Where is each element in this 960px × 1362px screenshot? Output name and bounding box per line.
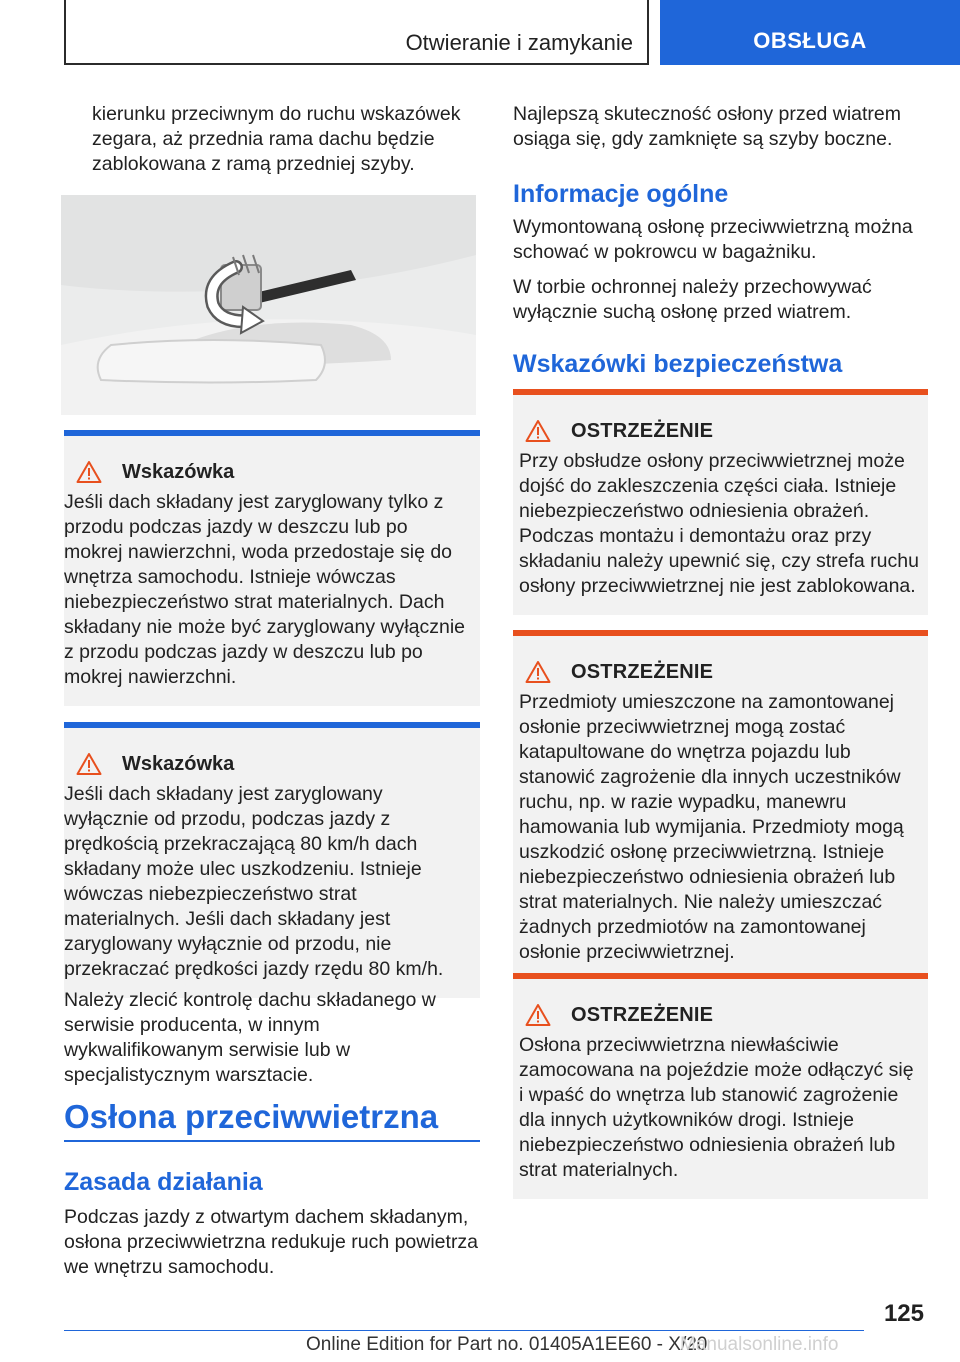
heading-principle: Zasada działania [64, 1168, 263, 1196]
intro-paragraph: kierunku przeciwnym do ruchu wskazówek zegara, aż przednia rama dachu będzie zablokowana z ramą przedniej szyby. [92, 103, 461, 175]
note-text: Jeśli dach składany jest zaryglowany tylko z przodu podczas jazdy w deszczu lub po mokrej nawierzchni, woda przedostaje się do wnętrza samochodu. Istnieje wówczas niebezpieczeństwo strat materialnych. Dach składany nie może być zaryglowany wyłącznie z przodu podczas jazdy w deszczu lub po mokrej nawierzchni. [64, 491, 466, 688]
warning-box-objects [513, 630, 928, 981]
warning-triangle-icon [525, 660, 551, 684]
warning-box-trap [513, 389, 928, 615]
info-paragraph-1: Wymontowaną osłonę przeciwwietrzną można schować w pokrowcu w bagażniku. [513, 216, 913, 263]
right-intro-paragraph: Najlepszą skuteczność osłony przed wiatrem osiąga się, gdy zamknięte są szyby boczne. [513, 103, 902, 150]
note-title: Wskazówka [122, 752, 235, 775]
roof-latch-illustration [61, 195, 476, 415]
warning-title: OSTRZEŻENIE [571, 1003, 714, 1026]
header-section-label: OBSŁUGA [753, 28, 867, 53]
footer-watermark: Manualsonline.info [680, 1334, 839, 1355]
note-title: Wskazówka [122, 460, 235, 483]
warning-text: Przedmioty umieszczone na zamontowanej osłonie przeciwwietrznej mogą zostać katapultowane do wnętrza pojazdu lub stanowić zagrożenie dla innych uczestników ruchu, np. w razie wypadku, manewru hamowania lub wymijania. Przedmioty mogą uszkodzić osłonę przeciwwietrzną. Istnieje niebezpieczeństwo odniesienia obrażeń lub strat materialnych. Nie należy umieszczać żadnych przedmiotów na zamontowanej osłonie przeciwwietrznej. [519, 691, 904, 963]
heading-safety: Wskazówki bezpieczeństwa [513, 350, 843, 378]
footer-edition: Online Edition for Part no. 01405A1EE60 - X/20 [306, 1334, 708, 1355]
heading-general-info: Informacje ogólne [513, 180, 729, 208]
page-number: 125 [883, 1300, 924, 1327]
header-title: Otwieranie i zamykanie [405, 30, 633, 55]
heading-windscreen: Osłona przeciwwietrzna [64, 1098, 439, 1135]
principle-paragraph: Podczas jazdy z otwartym dachem składanym, osłona przeciwwietrzna redukuje ruch powietrza we wnętrzu samochodu. [64, 1206, 479, 1278]
note-box-speed [64, 722, 480, 998]
warning-triangle-icon [525, 1003, 551, 1027]
heading-rule [64, 1140, 480, 1142]
note-text: Jeśli dach składany jest zaryglowany wyłącznie od przodu, podczas jazdy z prędkością przekraczającą 80 km/h dach składany może ulec uszkodzeniu. Istnieje wówczas niebezpieczeństwo strat materialnych. Jeśli dach składany jest zaryglowany wyłącznie od przodu, nie przekraczać prędkości jazdy rzędu 80 km/h. [64, 783, 444, 980]
header-title-box [64, 0, 649, 65]
warning-text: Przy obsłudze osłony przeciwwietrznej może dojść do zakleszczenia części ciała. Istnieje niebezpieczeństwo odniesienia obrażeń. Podczas montażu i demontażu oraz przy składaniu należy upewnić się, czy strefa ruchu osłony przeciwwietrznej nie jest zablokowana. [519, 450, 919, 597]
warning-triangle-icon [76, 460, 102, 484]
warning-text: Osłona przeciwwietrzna niewłaściwie zamocowana na pojeździe może odłączyć się i wpaść do wnętrza lub stanowić zagrożenie dla innych użytkowników drogi. Istnieje niebezpieczeństwo odniesienia obrażeń lub strat materialnych. [519, 1034, 914, 1181]
warning-title: OSTRZEŻENIE [571, 419, 714, 442]
note-box-rain [64, 430, 480, 706]
warning-triangle-icon [525, 419, 551, 443]
info-paragraph-2: W torbie ochronnej należy przechowywać wyłącznie suchą osłonę przed wiatrem. [513, 276, 872, 323]
service-paragraph: Należy zlecić kontrolę dachu składanego w serwisie producenta, w innym wykwalifikowanym serwisie lub w specjalistycznym warsztacie. [64, 989, 436, 1086]
header-section-tab [660, 0, 960, 65]
warning-title: OSTRZEŻENIE [571, 660, 714, 683]
footer-rule [64, 1330, 864, 1331]
warning-triangle-icon [76, 752, 102, 776]
warning-box-mounting [513, 973, 928, 1199]
